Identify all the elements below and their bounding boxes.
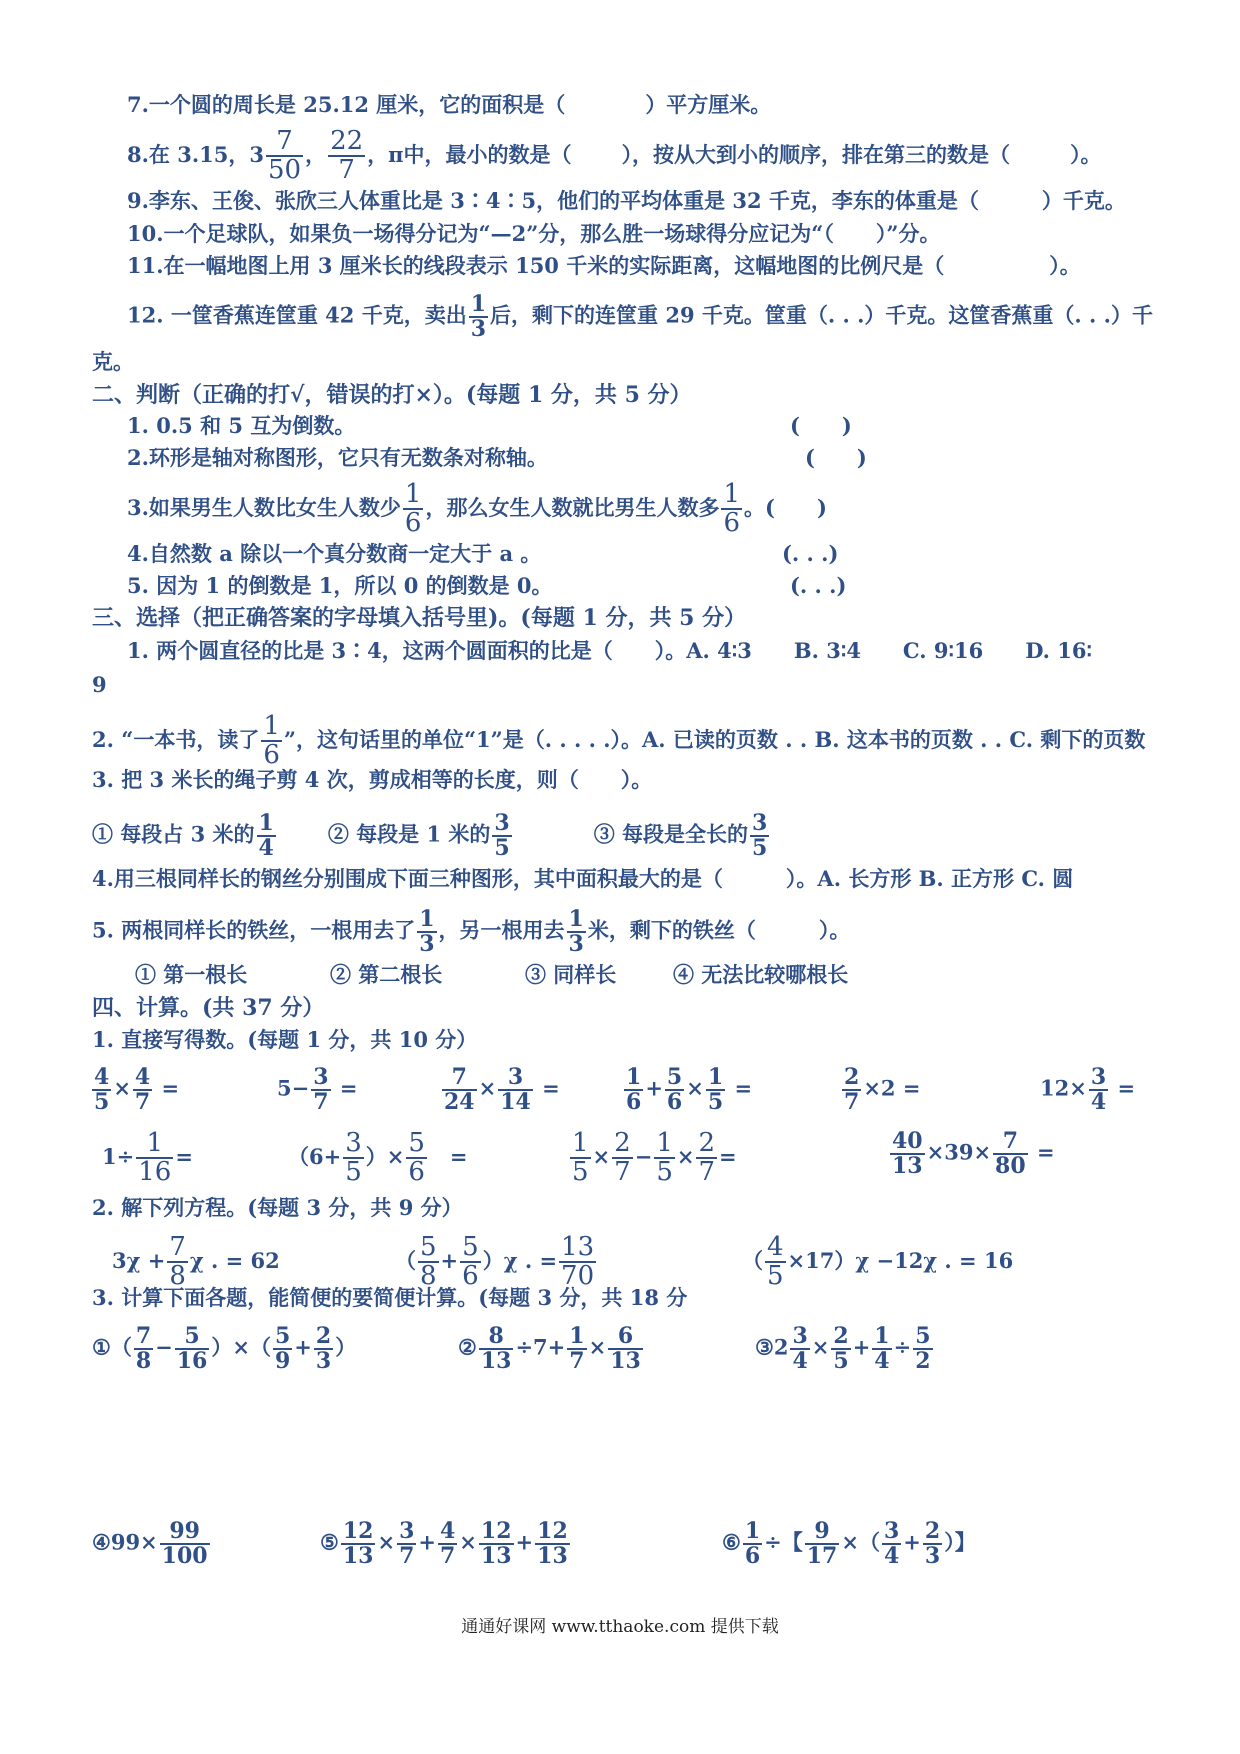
fraction: $\frac{13}{70}$ [561,1232,595,1292]
judge-3: 3.如果男生人数比女生人数少 $\frac{1}{6}$ ，那么女生人数就比男生人数多 $\frac{1}{6}$ 。( ) [127,479,827,539]
q7-text-b: ）平方厘米。 [645,92,772,117]
q11: 11.在一幅地图上用 3 厘米长的线段表示 150 千米的实际距离，这幅地图的比例尺是（ ）。 [127,253,1081,278]
fraction: $\frac{2}{7}$ [614,1128,631,1188]
fraction: $\frac{5}{16}$ [176,1323,208,1375]
q10: 10.一个足球队，如果负一场得分记为“—2”分，那么胜一场球得分应记为“（ ）”分。 [127,221,941,246]
q7 [127,90,771,120]
mental-7: 1÷ $\frac{1}{16}$ = [102,1128,193,1188]
fraction: $\frac{4}{5}$ [94,1064,110,1116]
choice-1-cont: 9 [92,672,107,697]
fraction: $\frac{7}{80}$ [995,1128,1026,1180]
mental-5: $\frac{2}{7}$ ×2 = [844,1064,921,1116]
fraction: $\frac{1}{3}$ [419,906,435,958]
fraction: $\frac{5}{8}$ [420,1232,437,1292]
fraction: $\frac{7}{8}$ [135,1323,152,1375]
fraction: $\frac{3}{4}$ [1090,1064,1107,1116]
fraction: $\frac{4}{5}$ [767,1232,784,1292]
fraction: $\frac{1}{7}$ [569,1323,585,1375]
fraction: $\frac{3}{5}$ [752,810,768,862]
choice-1: 1. 两个圆直径的比是 3∶4，这两个圆面积的比是（ ）。A. 4∶3 B. 3∶4 C. 9∶16 D. 16∶ [127,638,1092,663]
section-2-title: 二、判断（正确的打√，错误的打×）。(每题 1 分，共 5 分） [92,382,692,408]
fraction: $\frac{5}{9}$ [274,1323,291,1375]
mental-10: $\frac{40}{13}$ ×39× $\frac{7}{80}$ = [892,1128,1055,1180]
fraction: $\frac{5}{2}$ [915,1323,931,1375]
q8: 8.在 3.15，3 $\frac{7}{50}$ ， $\frac{22}{7}$ ，π中，最小的数是（ ），按从大到小的顺序，排在第三的数是（ ）。 [127,126,1102,186]
calc-3: ③2 $\frac{3}{4}$ × $\frac{2}{5}$ + $\frac{1}{4}$ ÷ $\frac{5}{2}$ [755,1323,931,1375]
fraction: $\frac{1}{5}$ [707,1064,724,1116]
fraction: $\frac{12}{13}$ [537,1518,568,1570]
calc-6: ⑥ $\frac{1}{6}$ ÷【 $\frac{9}{17}$ ×（ $\frac{3}{4}$ + $\frac{2}{3}$ ）】 [722,1518,976,1570]
judge-4-paren: (. . .) [782,541,839,566]
fraction: $\frac{22}{7}$ [330,126,364,186]
fraction: $\frac{3}{7}$ [399,1518,415,1570]
fraction: $\frac{1}{6}$ [263,711,280,771]
fraction: $\frac{2}{5}$ [833,1323,849,1375]
fraction: $\frac{7}{50}$ [268,126,302,186]
choice-5: 5. 两根同样长的铁丝，一根用去了 $\frac{1}{3}$ ，另一根用去 $\frac{1}{3}$ 米，剩下的铁丝（ ）。 [92,906,851,958]
fraction: $\frac{3}{7}$ [313,1064,329,1116]
section-4-title: 四、计算。(共 37 分） [92,995,325,1021]
q8-text-a: 8.在 3.15，3 [127,141,264,167]
mental-6: 12× $\frac{3}{4}$ = [1040,1064,1136,1116]
choice-3: 3. 把 3 米长的绳子剪 4 次，剪成相等的长度，则（ ）。 [92,767,653,792]
calc-1: ①（ $\frac{7}{8}$ − $\frac{5}{16}$ ）×（ $\frac{5}{9}$ + $\frac{2}{3}$ ） [92,1323,357,1375]
fraction: $\frac{2}{7}$ [844,1064,860,1116]
section-3-title: 三、选择（把正确答案的字母填入括号里)。(每题 1 分，共 5 分） [92,605,747,631]
mental-4: $\frac{1}{6}$ + $\frac{5}{6}$ × $\frac{1}{5}$ = [626,1064,753,1116]
fraction: $\frac{1}{6}$ [723,479,741,539]
fraction: $\frac{3}{4}$ [883,1518,900,1570]
part-3-title: 3. 计算下面各题，能简便的要简便计算。(每题 3 分，共 18 分 [92,1285,688,1310]
part-2-title: 2. 解下列方程。(每题 3 分，共 9 分） [92,1195,463,1220]
calc-5: ⑤ $\frac{12}{13}$ × $\frac{3}{7}$ + $\frac{4}{7}$ × $\frac{12}{13}$ + $\frac{12}{13}$ [320,1518,568,1570]
choice-5-options: ① 第一根长 ② 第二根长 ③ 同样长 ④ 无法比较哪根长 [135,962,849,987]
fraction: $\frac{1}{5}$ [656,1128,673,1188]
fraction: $\frac{1}{4}$ [874,1323,890,1375]
fraction: $\frac{1}{6}$ [744,1518,761,1570]
fraction: $\frac{3}{5}$ [345,1128,362,1188]
judge-2-paren: ( ) [805,445,867,470]
fraction: $\frac{1}{6}$ [626,1064,642,1116]
mental-9: $\frac{1}{5}$ × $\frac{2}{7}$ − $\frac{1}{5}$ × $\frac{2}{7}$ = [572,1128,737,1188]
fraction: $\frac{1}{5}$ [572,1128,589,1188]
mental-1: $\frac{4}{5}$ × $\frac{4}{7}$ = [94,1064,180,1116]
fraction: $\frac{5}{6}$ [666,1064,683,1116]
fraction: $\frac{1}{3}$ [568,906,584,958]
equation-3: （ $\frac{4}{5}$ ×17）χ −12χ . = 16 [742,1232,1014,1292]
fraction: $\frac{12}{13}$ [342,1518,374,1570]
fraction: $\frac{1}{16}$ [138,1128,172,1188]
judge-1-paren: ( ) [790,413,852,438]
mental-3: $\frac{7}{24}$ × $\frac{3}{14}$ = [444,1064,560,1116]
fraction: $\frac{12}{13}$ [480,1518,512,1570]
part-1-title: 1. 直接写得数。(每题 1 分，共 10 分） [92,1027,478,1052]
q12: 12. 一筐香蕉连筐重 42 千克，卖出 $\frac{1}{3}$ 后，剩下的连筐重 29 千克。筐重（. . .）千克。这筐香蕉重（. . .）千 [127,291,1153,343]
fraction: $\frac{3}{14}$ [500,1064,531,1116]
judge-1: 1. 0.5 和 5 互为倒数。 [127,413,356,438]
q9: 9.李东、王俊、张欣三人体重比是 3∶4∶5，他们的平均体重是 32 千克，李东的体重是（ ）千克。 [127,188,1126,213]
choice-3-options: ① 每段占 3 米的 $\frac{1}{4}$ ② 每段是 1 米的 $\frac{3}{5}$ ③ 每段是全长的 $\frac{3}{5}$ [92,810,768,862]
choice-4: 4.用三根同样长的钢丝分别围成下面三种图形，其中面积最大的是（ ）。A. 长方形 B. 正方形 C. 圆 [92,866,1074,891]
fraction: $\frac{3}{4}$ [792,1323,808,1375]
equation-1: 3χ + $\frac{7}{8}$ χ . = 62 [112,1232,280,1292]
choice-2: 2. “一本书，读了 $\frac{1}{6}$ ”，这句话里的单位“1”是（. . . . .）。A. 已读的页数 . . B. 这本书的页数 . . C. 剩下的页数 [92,711,1146,771]
fraction: $\frac{5}{6}$ [408,1128,425,1188]
fraction: $\frac{2}{7}$ [698,1128,716,1188]
mental-2: 5− $\frac{3}{7}$ = [277,1064,358,1116]
q7-text-a: 7.一个圆的周长是 25.12 厘米，它的面积是（ [127,92,566,117]
fraction: $\frac{4}{7}$ [134,1064,151,1116]
judge-5: 5. 因为 1 的倒数是 1，所以 0 的倒数是 0。 [127,573,553,598]
fraction: $\frac{9}{17}$ [806,1518,838,1570]
calc-2: ② $\frac{8}{13}$ ÷7+ $\frac{1}{7}$ × $\frac{6}{13}$ [458,1323,641,1375]
fraction: $\frac{7}{8}$ [169,1232,186,1292]
fraction: $\frac{4}{7}$ [439,1518,456,1570]
fraction: $\frac{5}{6}$ [462,1232,479,1292]
calc-4: ④99× $\frac{99}{100}$ [92,1518,208,1570]
fraction: $\frac{1}{6}$ [404,479,422,539]
fraction: $\frac{1}{4}$ [258,810,274,862]
fraction: $\frac{7}{24}$ [444,1064,475,1116]
q12-cont: 克。 [92,349,134,374]
fraction: $\frac{40}{13}$ [892,1128,923,1180]
fraction: $\frac{2}{3}$ [315,1323,332,1375]
fraction: $\frac{3}{5}$ [494,810,510,862]
fraction: $\frac{2}{3}$ [924,1518,941,1570]
fraction: $\frac{99}{100}$ [161,1518,208,1570]
judge-4: 4.自然数 a 除以一个真分数商一定大于 a 。 [127,541,542,566]
fraction: $\frac{8}{13}$ [480,1323,512,1375]
mental-8: （6+ $\frac{3}{5}$ ）× $\frac{5}{6}$ = [288,1128,468,1188]
judge-2: 2.环形是轴对称图形，它只有无数条对称轴。 [127,445,548,470]
judge-5-paren: (. . .) [790,573,847,598]
fraction: $\frac{6}{13}$ [610,1323,641,1375]
footer: 通通好课网 www.tthaoke.com 提供下载 [461,1617,779,1637]
equation-2: （ $\frac{5}{8}$ + $\frac{5}{6}$ ）χ . = $\frac{13}{70}$ [395,1232,595,1292]
fraction: $\frac{1}{3}$ [470,291,487,343]
